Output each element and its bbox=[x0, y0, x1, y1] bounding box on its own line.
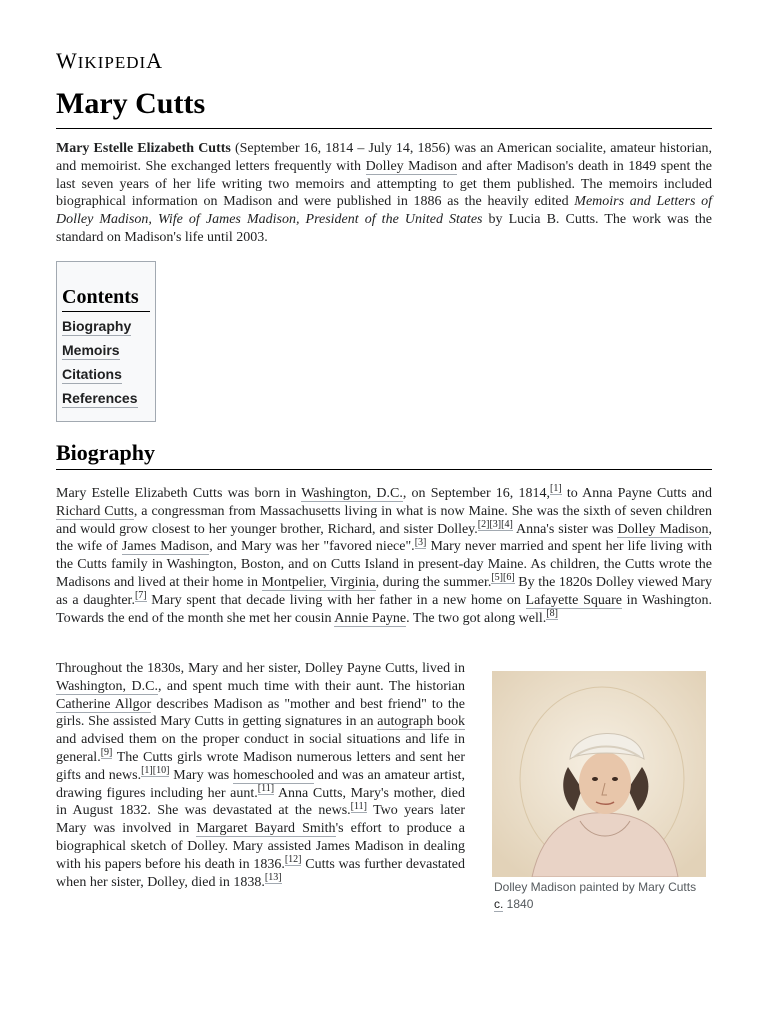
figure-dolley-madison bbox=[492, 671, 708, 913]
intro-paragraph: Mary Estelle Elizabeth Cutts (September 16, 1814 – July 14, 1856) was an American socialite, amateur historian, and memoirist. She exchanged letters frequently with Dolley Madison and after Madison's death in 1849 spent the last seven years of her life writing two memoirs and attempting to get them published. The memoirs included biographical information on Madison and were published in 1886 as the heavily edited Memoirs and Letters of Dolley Madison, Wife of James Madison, President of the United States by Lucia B. Cutts. The work was the standard on Madison's life until 2003. bbox=[56, 141, 713, 245]
portrait-image[interactable] bbox=[492, 671, 706, 877]
link-catherine-allgor[interactable]: Catherine Allgor bbox=[56, 696, 152, 712]
link-richard-cutts[interactable]: Richard Cutts bbox=[56, 503, 134, 519]
logo-small-caps: IKIPEDI bbox=[77, 53, 147, 72]
link-homeschooled[interactable]: homeschooled bbox=[233, 767, 314, 783]
biography-paragraph-1: Mary Estelle Elizabeth Cutts was born in Washington, D.C., on September 16, 1814,[1] to Anna Payne Cutts and Richard Cutts, a congressman from Massachusetts living in what is now Maine. She was the sixth of seven children and would grow closest to her younger brother, Richard, and sister Dolley.[2][3][4] Anna's sister was Dolley Madison, the wife of James Madison, and Mary was her "favored niece".[3] Mary never married and spent her life living with the Cutts family in Washington, Boston, and on Cutts Island in present-day Maine. As children, the Cutts wrote the Madisons and lived at their home in Montpelier, Virginia, during the summer.[5][6] By the 1820s Dolley viewed Mary as a daughter.[7] Mary spent that decade living with her father in a new home on Lafayette Square in Washington. Towards the end of the month she met her cousin Annie Payne. The two got along well.[8] bbox=[56, 483, 713, 626]
toc-item-citations[interactable]: Citations bbox=[62, 366, 122, 382]
citation-ref[interactable]: [8] bbox=[546, 607, 558, 619]
table-of-contents bbox=[56, 261, 156, 422]
link-dolley-madison[interactable]: Dolley Madison bbox=[365, 158, 458, 174]
citation-ref[interactable]: [1] bbox=[141, 765, 153, 777]
link-montpelier-virginia[interactable]: Montpelier, Virginia bbox=[261, 574, 376, 590]
citation-ref[interactable]: [3] bbox=[489, 518, 502, 530]
subject-name: Mary Estelle Elizabeth Cutts bbox=[56, 141, 231, 156]
citation-ref[interactable]: [1] bbox=[549, 483, 562, 495]
link-lafayette-square[interactable]: Lafayette Square bbox=[525, 592, 622, 608]
citation-ref[interactable]: [12] bbox=[284, 854, 302, 866]
section-heading-biography: Biography bbox=[56, 440, 712, 470]
logo-letter-a: A bbox=[146, 48, 164, 73]
link-annie-payne[interactable]: Annie Payne bbox=[334, 610, 407, 626]
link-circa[interactable]: c. bbox=[494, 897, 504, 911]
memoir-title: Memoirs and Letters of Dolley Madison, Wife of James Madison, President of the United States bbox=[56, 194, 712, 228]
figure-caption: Dolley Madison painted by Mary Cutts c. 1840 bbox=[494, 880, 697, 911]
link-dolley-madison[interactable]: Dolley Madison bbox=[617, 521, 709, 537]
biography-paragraph-2: Throughout the 1830s, Mary and her sister, Dolley Payne Cutts, lived in Washington, D.C., and spent much time with their aunt. The historian Catherine Allgor describes Madison as "mother and best friend" to the girls. She assisted Mary Cutts in getting signatures in an autograph book and advised them on the proper conduct in social situations and life in general.[9] The Cutts girls wrote Madison numerous letters and sent her gifts and news.[1][10] Mary was homeschooled and was an amateur artist, drawing figures including her aunt.[11] Anna Cutts, Mary's mother, died in August 1832. She was devastated at the news.[11] Two years later Mary was involved in Margaret Bayard Smith's effort to produce a biographical sketch of Dolley. Mary assisted James Madison in dealing with his papers before his death in 1836.[12] Cutts was further devastated when her sister, Dolley, died in 1838.[13] bbox=[56, 661, 466, 890]
toc-item-memoirs[interactable]: Memoirs bbox=[62, 342, 120, 358]
toc-title: Contents bbox=[62, 286, 150, 312]
citation-ref[interactable]: [10] bbox=[152, 765, 170, 777]
citation-ref[interactable]: [7] bbox=[134, 590, 147, 602]
link-washington-dc[interactable]: Washington, D.C. bbox=[56, 678, 158, 694]
link-washington-dc[interactable]: Washington, D.C. bbox=[301, 486, 403, 501]
citation-ref[interactable]: [11] bbox=[257, 782, 275, 794]
citation-ref[interactable]: [2] bbox=[477, 518, 490, 530]
toc-item-biography[interactable]: Biography bbox=[62, 318, 132, 334]
wikipedia-logo[interactable] bbox=[56, 48, 163, 74]
citation-ref[interactable]: [6] bbox=[503, 572, 515, 584]
logo-letter-w: W bbox=[56, 48, 78, 73]
citation-ref[interactable]: [13] bbox=[264, 871, 282, 883]
citation-ref[interactable]: [11] bbox=[350, 800, 367, 812]
citation-ref[interactable]: [3] bbox=[414, 536, 427, 548]
page-title: Mary Cutts bbox=[56, 84, 712, 129]
citation-ref[interactable]: [9] bbox=[100, 747, 113, 759]
link-james-madison[interactable]: James Madison bbox=[121, 539, 210, 555]
citation-ref[interactable]: [4] bbox=[501, 518, 513, 530]
citation-ref[interactable]: [5] bbox=[491, 572, 504, 584]
link-margaret-bayard-smith[interactable]: Margaret Bayard Smith bbox=[196, 821, 336, 837]
portrait-drawing bbox=[492, 671, 706, 877]
link-autograph-book[interactable]: autograph book bbox=[377, 714, 465, 730]
toc-item-references[interactable]: References bbox=[62, 390, 138, 406]
